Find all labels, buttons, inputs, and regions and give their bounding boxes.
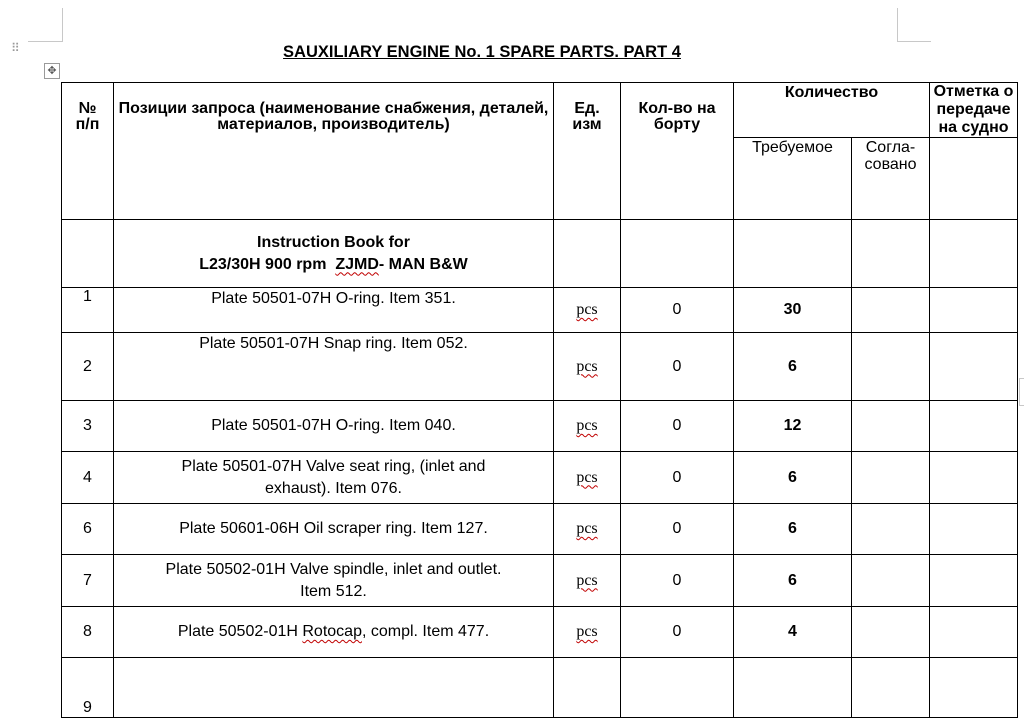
row-item: Plate 50502-01H Rotocap, compl. Item 477.	[114, 607, 554, 658]
row-required: 30	[734, 288, 852, 333]
header-agreed: Согла- совано	[852, 138, 930, 220]
header-num: № п/п	[62, 83, 114, 220]
header-row	[62, 83, 1018, 138]
table-row	[62, 504, 1018, 555]
row-onboard: 0	[621, 401, 734, 452]
row-onboard: 0	[621, 555, 734, 607]
margin-mark-top-left-vertical	[62, 8, 63, 42]
row-unit: pcs	[554, 504, 621, 555]
header-unit: Ед. изм	[554, 83, 621, 220]
row-num: 2	[62, 333, 114, 401]
row-onboard: 0	[621, 607, 734, 658]
row-unit: pcs	[554, 333, 621, 401]
row-num: 8	[62, 607, 114, 658]
row-required: 12	[734, 401, 852, 452]
table-row	[62, 607, 1018, 658]
drag-handle-icon[interactable]: ⠿	[11, 41, 21, 55]
row-item: Plate 50501-07H O-ring. Item 040.	[114, 401, 554, 452]
row-num: 3	[62, 401, 114, 452]
margin-mark-right	[1019, 378, 1024, 406]
table-row	[62, 452, 1018, 504]
table-move-icon[interactable]: ✥	[44, 63, 60, 79]
row-num: 1	[62, 288, 114, 333]
row-num: 7	[62, 555, 114, 607]
table-row	[62, 333, 1018, 401]
row-unit: pcs	[554, 452, 621, 504]
row-num: 9	[62, 658, 114, 718]
row-num: 6	[62, 504, 114, 555]
row-required: 6	[734, 555, 852, 607]
row-required: 4	[734, 607, 852, 658]
row-onboard: 0	[621, 288, 734, 333]
row-unit: pcs	[554, 288, 621, 333]
header-mark: Отметка о передаче на судно	[930, 83, 1018, 138]
row-item: Plate 50501-07H O-ring. Item 351.	[114, 288, 554, 333]
table-row	[62, 288, 1018, 333]
section-row	[62, 220, 1018, 288]
row-onboard: 0	[621, 333, 734, 401]
row-onboard: 0	[621, 452, 734, 504]
table-row	[62, 555, 1018, 607]
row-unit: pcs	[554, 401, 621, 452]
row-item: Plate 50501-07H Valve seat ring, (inlet and exhaust). Item 076.	[114, 452, 554, 504]
margin-mark-top-right-vertical	[897, 8, 898, 42]
row-item: Plate 50502-01H Valve spindle, inlet and outlet. Item 512.	[114, 555, 554, 607]
spare-parts-table	[61, 82, 1018, 718]
row-item: Plate 50601-06H Oil scraper ring. Item 127.	[114, 504, 554, 555]
header-onboard: Кол-во на борту	[621, 83, 734, 220]
row-required: 6	[734, 504, 852, 555]
row-item: Plate 50501-07H Snap ring. Item 052.	[114, 333, 554, 401]
row-num: 4	[62, 452, 114, 504]
row-required: 6	[734, 333, 852, 401]
row-required: 6	[734, 452, 852, 504]
row-onboard: 0	[621, 504, 734, 555]
header-quantity: Количество	[734, 83, 930, 138]
row-unit: pcs	[554, 607, 621, 658]
margin-mark-top-left-horizontal	[28, 41, 62, 42]
section-title: Instruction Book for L23/30H 900 rpm ZJMD- MAN B&W	[114, 220, 554, 288]
row-unit: pcs	[554, 555, 621, 607]
table-row	[62, 658, 1018, 718]
table-row	[62, 401, 1018, 452]
header-required: Требуемое	[734, 138, 852, 220]
margin-mark-top-right-horizontal	[897, 41, 931, 42]
document-title: SAUXILIARY ENGINE No. 1 SPARE PARTS. PART 4	[283, 43, 681, 61]
header-item: Позиции запроса (наименование снабжения, деталей, материалов, производитель)	[114, 83, 554, 220]
header-mark-blank	[930, 138, 1018, 220]
